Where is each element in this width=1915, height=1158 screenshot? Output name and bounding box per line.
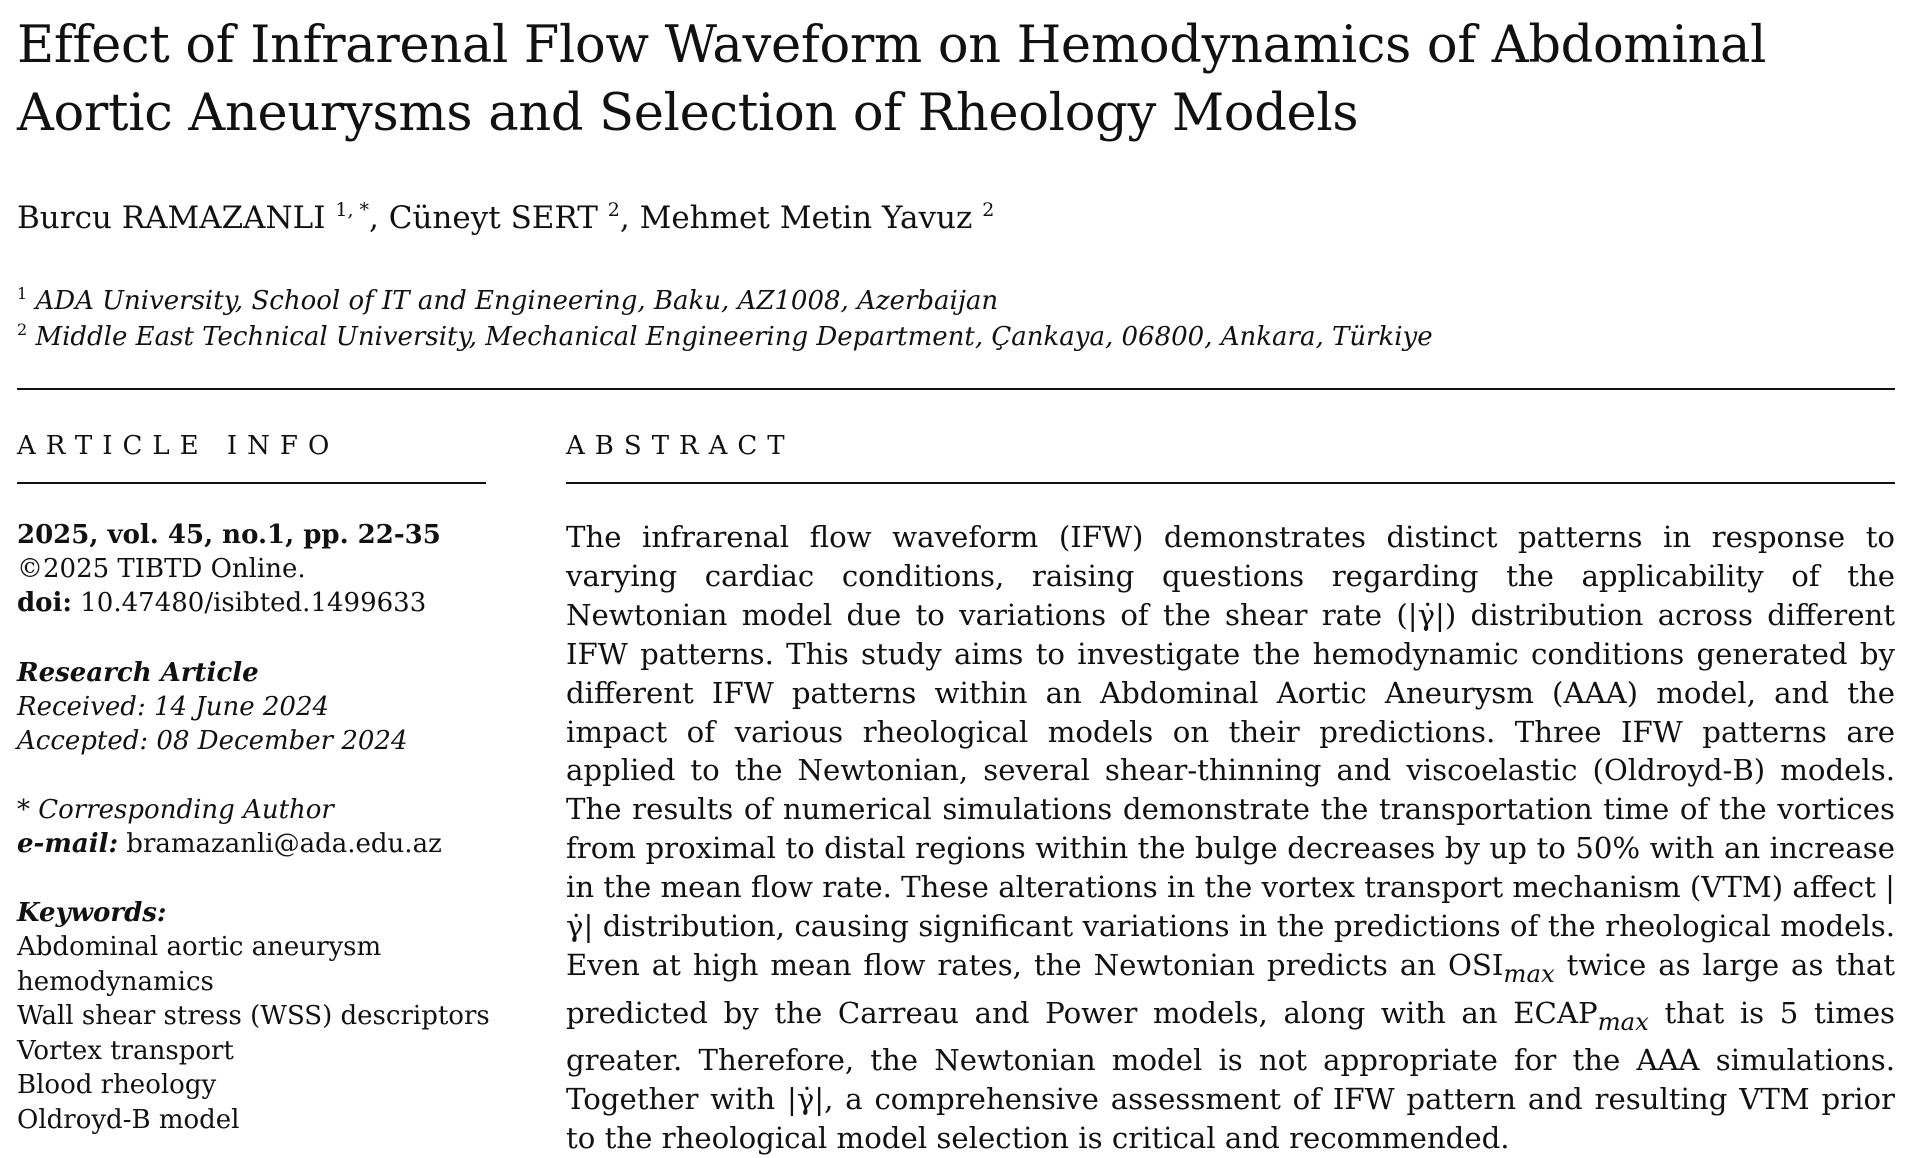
affiliation-mark: 2 [17, 320, 28, 339]
citation: 2025, vol. 45, no.1, pp. 22-35 [17, 520, 441, 550]
keyword-item: Oldroyd-B model [17, 1104, 240, 1135]
osi-subscript: max [1503, 958, 1555, 988]
affiliation-mark: 1 [17, 284, 28, 303]
abstract-divider [566, 482, 1895, 484]
keyword-item: Wall shear stress (WSS) descriptors [17, 1001, 490, 1031]
author-affiliation-mark: 2 [982, 199, 995, 221]
author-affiliation-mark: 1, * [335, 199, 370, 221]
keywords-list [17, 930, 490, 1137]
ecap-subscript: max [1597, 1006, 1649, 1036]
abstract-segment: |) distribution across different IFW patterns. This study aims to investigate the hemodynamic conditions generated by different IFW patterns within an Abdominal Aortic Aneurysm (AAA) model, and the impact of various rheological models on their predictions. Three IFW patterns are applied to the Newtonian, several shear-thinning and viscoelastic (Oldroyd-B) models. The results of numerical simulations demonstrate the transportation time of the vortices from proximal to distal regions within the bulge decreases by up to 50% with an increase in the mean flow rate. These alterations in the vortex transport mechanism (VTM) affect | [566, 597, 1895, 905]
email [17, 827, 486, 861]
abstract-heading: ABSTRACT [566, 431, 795, 461]
keywords-label: Keywords: [17, 898, 167, 928]
received-date: Received: 14 June 2024 [17, 692, 330, 722]
article-type: Research Article [17, 658, 259, 688]
accepted-date: Accepted: 08 December 2024 [17, 726, 408, 756]
email-value[interactable]: bramazanli@ada.edu.az [118, 829, 442, 859]
affiliation-text: ADA University, School of IT and Engineering, Baku, AZ1008, Azerbaijan [35, 286, 999, 316]
author-name: Burcu RAMAZANLI [17, 200, 326, 236]
affiliation-text: Middle East Technical University, Mechanical Engineering Department, Çankaya, 06800, Ankara, Türkiye [35, 322, 1433, 352]
author-affiliation-mark: 2 [607, 199, 620, 221]
shear-rate-symbol: γ̇ [566, 909, 584, 944]
corresponding-author-note: * Corresponding Author [17, 795, 334, 825]
shear-rate-symbol: γ̇ [796, 1082, 815, 1117]
article-info-heading: ARTICLE INFO [17, 431, 340, 461]
doi-label: doi: [17, 588, 72, 618]
keyword-item: Abdominal aortic aneurysm [17, 932, 382, 962]
abstract-segment: that is 5 times greater. Therefore, the Newtonian model is not appropriate for the AAA simulations. Together with | [566, 995, 1895, 1117]
header-divider [17, 388, 1895, 390]
abstract-segment: The infrarenal flow waveform (IFW) demonstrates distinct patterns in response to varying cardiac conditions, raising questions regarding the applicability of the Newtonian model due to variations of the shear rate (| [566, 520, 1895, 632]
affiliation-2 [17, 313, 1433, 354]
shear-rate-symbol: γ̇ [1417, 597, 1436, 632]
author-name: Mehmet Metin Yavuz [639, 200, 973, 236]
copyright: ©2025 TIBTD Online. [17, 554, 306, 584]
doi-value[interactable]: 10.47480/isibted.1499633 [72, 588, 427, 618]
author-name: Cüneyt SERT [388, 200, 598, 236]
keyword-item: Vortex transport [17, 1035, 234, 1066]
keyword-item: Blood rheology [17, 1070, 217, 1100]
affiliation-1 [17, 277, 998, 318]
doi [17, 586, 486, 620]
abstract-segment: |, a comprehensive assessment of IFW pattern and resulting VTM prior to the rheological model selection is critical and recommended. [566, 1082, 1896, 1156]
article-info-divider [17, 482, 486, 484]
email-label: e-mail: [17, 829, 119, 859]
abstract-segment: twice as large as that predicted by the Carreau and Power models, along with an ECAP [566, 947, 1895, 1030]
author-separator: , [369, 200, 379, 236]
abstract-segment: | distribution, causing significant variations in the predictions of the rheological models. Even at high mean flow rates, the Newtonian predicts an OSI [566, 909, 1895, 982]
keyword-item: hemodynamics [17, 966, 214, 997]
abstract-text [566, 518, 1895, 1158]
paper-title: Effect of Infrarenal Flow Waveform on Hemodynamics of Abdominal Aortic Aneurysms and Selection of Rheology Models [17, 16, 1767, 143]
author-list [17, 190, 994, 238]
author-separator: , [619, 200, 630, 236]
